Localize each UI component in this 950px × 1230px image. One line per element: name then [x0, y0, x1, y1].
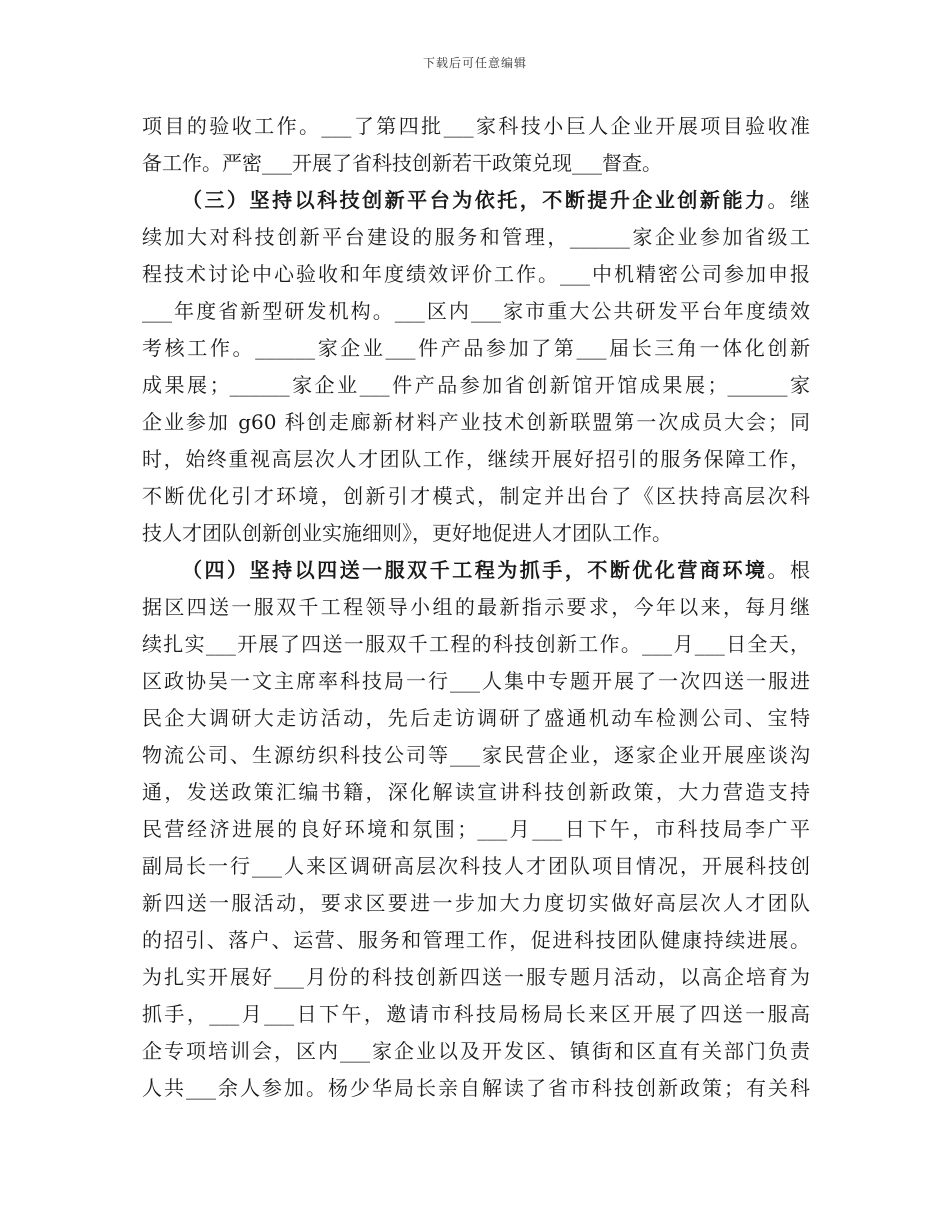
paragraph-line: [142, 811, 810, 848]
paragraph-line: [142, 885, 810, 922]
line-text: ___年度省新型研发机构。___区内___家市重大公共研发平台年度绩效: [142, 299, 810, 323]
line-text: 的招引、落户、运营、服务和管理工作，促进科技团队健康持续进展。: [142, 928, 810, 952]
line-text: 企专项培训会，区内___家企业以及开发区、镇街和区直有关部门负责: [142, 1039, 810, 1063]
line-text: 副局长一行___人来区调研高层次科技人才团队项目情况，开展科技创: [142, 854, 810, 878]
paragraph-line: [142, 1070, 810, 1107]
document-body: [142, 108, 810, 1107]
section-heading-line: [142, 552, 810, 589]
line-text: 人共___余人参加。杨少华局长亲自解读了省市科技创新政策；有关科: [142, 1076, 810, 1100]
line-text: 企业参加 g60 科创走廊新材料产业技术创新联盟第一次成员大会；同: [142, 410, 810, 434]
paragraph-line: [142, 774, 810, 811]
paragraph-line: [142, 108, 810, 145]
paragraph-line: [142, 367, 810, 404]
paragraph-line: [142, 589, 810, 626]
line-text: 。继: [767, 188, 811, 212]
line-text: 通，发送政策汇编书籍，深化解读宣讲科技创新政策，大力营造支持: [142, 780, 810, 804]
line-text: 区政协吴一文主席率科技局一行___人集中专题开展了一次四送一服进: [142, 669, 810, 693]
paragraph-line: [142, 626, 810, 663]
line-text: 成果展；______家企业___件产品参加省创新馆开馆成果展；______家: [142, 373, 810, 397]
section-heading-line: [142, 182, 810, 219]
line-text: 民营经济进展的良好环境和氛围；___月___日下午，市科技局李广平: [142, 817, 810, 841]
paragraph-line: [142, 663, 810, 700]
paragraph-line: [142, 515, 810, 552]
line-text: 备工作。严密___开展了省科技创新若干政策兑现___督查。: [142, 151, 662, 175]
line-text: 续扎实___开展了四送一服双千工程的科技创新工作。___月___日全天，: [142, 632, 810, 656]
line-text: 技人才团队创新创业实施细则》，更好地促进人才团队工作。: [142, 521, 672, 545]
line-text: 为扎实开展好___月份的科技创新四送一服专题月活动，以高企培育为: [142, 965, 810, 989]
line-text: 程技术讨论中心验收和年度绩效评价工作。___中机精密公司参加申报: [142, 262, 810, 286]
paragraph-line: [142, 219, 810, 256]
line-text: 据区四送一服双千工程领导小组的最新指示要求，今年以来，每月继: [142, 595, 810, 619]
line-text: 考核工作。______家企业___件产品参加了第___届长三角一体化创新: [142, 336, 810, 360]
line-text: 项目的验收工作。___了第四批___家科技小巨人企业开展项目验收准: [142, 114, 810, 138]
paragraph-line: [142, 922, 810, 959]
paragraph-line: [142, 959, 810, 996]
paragraph-line: [142, 330, 810, 367]
paragraph-line: [142, 737, 810, 774]
paragraph-line: [142, 293, 810, 330]
paragraph-line: [142, 404, 810, 441]
paragraph-line: [142, 145, 810, 182]
section-heading: （三）坚持以科技创新平台为依托，不断提升企业创新能力: [182, 188, 768, 212]
line-text: 时，始终重视高层次人才团队工作，继续开展好招引的服务保障工作，: [142, 447, 810, 471]
section-heading: （四）坚持以四送一服双千工程为抓手，不断优化营商环境: [182, 558, 768, 582]
paragraph-line: [142, 441, 810, 478]
line-text: 物流公司、生源纺织科技公司等___家民营企业，逐家企业开展座谈沟: [142, 743, 810, 767]
line-text: 民企大调研大走访活动，先后走访调研了盛通机动车检测公司、宝特: [142, 706, 810, 730]
line-text: 抓手，___月___日下午，邀请市科技局杨局长来区开展了四送一服高: [142, 1002, 810, 1026]
page-header: 下载后可任意编辑: [422, 56, 527, 70]
line-text: 新四送一服活动，要求区要进一步加大力度切实做好高层次人才团队: [142, 891, 810, 915]
paragraph-line: [142, 478, 810, 515]
paragraph-line: [142, 996, 810, 1033]
line-text: 不断优化引才环境，创新引才模式，制定并出台了《区扶持高层次科: [142, 484, 810, 508]
paragraph-line: [142, 256, 810, 293]
line-text: 。根: [767, 558, 811, 582]
line-text: 续加大对科技创新平台建设的服务和管理，______家企业参加省级工: [142, 225, 810, 249]
paragraph-line: [142, 700, 810, 737]
paragraph-line: [142, 1033, 810, 1070]
paragraph-line: [142, 848, 810, 885]
